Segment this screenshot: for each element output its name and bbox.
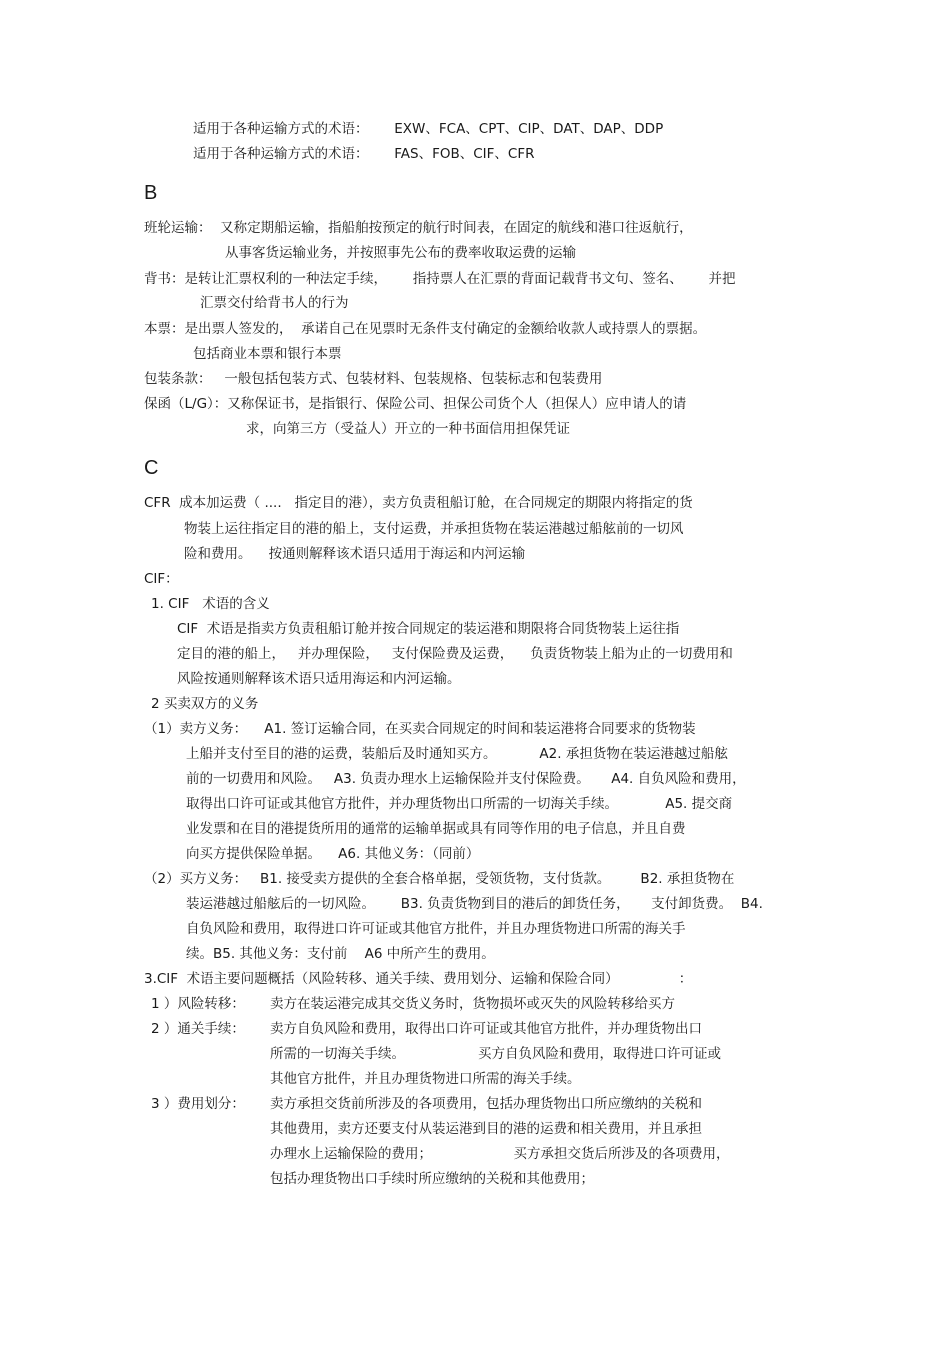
buyer-line-2: 装运港越过船舷后的一切风险。 B3. 负责货物到目的港后的卸货任务， 支付卸货费。 B4. [186,896,763,912]
cost-line-4: 包括办理货物出口手续时所应缴纳的关税和其他费用； [270,1171,594,1187]
seller-line-3: 前的一切费用和风险。 A3. 负责办理水上运输保险并支付保险费。 A4. 自负风险和费用， [186,771,746,787]
risk-label: 1 ）风险转移： [151,996,245,1012]
seller-line-1: （1）卖方义务： A1. 签订运输合同，在买卖合同规定的时间和装运港将合同要求的货物装 [144,721,696,737]
cost-label: 3 ）费用划分： [151,1096,245,1112]
cost-line-3: 办理水上运输保险的费用； 买方承担交货后所涉及的各项费用， [270,1146,730,1162]
cfr-line-2: 物装上运往指定目的港的船上，支付运费，并承担货物在装运港越过船舷前的一切风 [184,521,684,537]
cif-3-title: 3.CIF 术语主要问题概括（风险转移、通关手续、费用划分、运输和保险合同） ： [144,971,693,987]
buyer-line-1: （2）买方义务： B1. 接受卖方提供的全套合格单据，受领货物，支付货款。 B2. 承担货物在 [144,871,735,887]
cfr-line-1: CFR 成本加运费（ .... 指定目的港），卖方负责租船订舱，在合同规定的期限内将指定的货 [144,495,693,511]
section-heading-c: C [144,457,159,479]
seller-line-2: 上船并支付至目的港的运费，装船后及时通知买方。 A2. 承担货物在装运港越过船舷 [186,746,728,762]
guarantee-line-2: 求，向第三方（受益人）开立的一种书面信用担保凭证 [246,421,570,437]
buyer-line-4: 续。B5. 其他义务：支付前 A6 中所产生的费用。 [186,946,495,962]
customs-line-1: 卖方自负风险和费用，取得出口许可证或其他官方批件，并办理货物出口 [270,1021,702,1037]
cost-line-2: 其他费用，卖方还要支付从装运港到目的港的运费和相关费用，并且承担 [270,1121,702,1137]
note-line-1: 本票：是出票人签发的， 承诺自己在见票时无条件支付确定的金额给收款人或持票人的票据。 [144,321,707,337]
note-line-2: 包括商业本票和银行本票 [193,346,342,362]
cif-2-title: 2 买卖双方的义务 [151,696,259,712]
customs-line-2: 所需的一切海关手续。 买方自负风险和费用，取得进口许可证或 [270,1046,721,1062]
guarantee-line-1: 保函（L/G）：又称保证书，是指银行、保险公司、担保公司货个人（担保人）应申请人的请 [144,396,687,412]
packing-line: 包装条款： 一般包括包装方式、包装材料、包装规格、包装标志和包装费用 [144,371,603,387]
intro-line-2: 适用于各种运输方式的术语： FAS、FOB、CIF、CFR [193,146,535,162]
seller-line-5: 业发票和在目的港提货所用的通常的运输单据或具有同等作用的电子信息，并且自费 [186,821,686,837]
customs-label: 2 ）通关手续： [151,1021,245,1037]
seller-line-6: 向买方提供保险单据。 A6. 其他义务：（同前） [186,846,480,862]
cif-1-line-3: 风险按通则解释该术语只适用海运和内河运输。 [177,671,461,687]
intro-line-1: 适用于各种运输方式的术语： EXW、FCA、CPT、CIP、DAT、DAP、DDP [193,121,664,137]
liner-line-1: 班轮运输： 又称定期船运输，指船舶按预定的航行时间表，在固定的航线和港口往返航行， [144,220,693,236]
cif-1-line-1: CIF 术语是指卖方负责租船订舱并按合同规定的装运港和期限将合同货物装上运往指 [177,621,680,637]
liner-line-2: 从事客货运输业务，并按照事先公布的费率收取运费的运输 [225,245,576,261]
endorse-line-2: 汇票交付给背书人的行为 [200,295,349,311]
cfr-line-3: 险和费用。 按通则解释该术语只适用于海运和内河运输 [184,546,526,562]
cost-line-1: 卖方承担交货前所涉及的各项费用，包括办理货物出口所应缴纳的关税和 [270,1096,702,1112]
cif-1-line-2: 定目的港的船上， 并办理保险， 支付保险费及运费， 负责货物装上船为止的一切费用和 [177,646,733,662]
cif-label: CIF： [144,571,179,587]
risk-text: 卖方在装运港完成其交货义务时，货物损坏或灭失的风险转移给买方 [270,996,675,1012]
buyer-line-3: 自负风险和费用，取得进口许可证或其他官方批件，并且办理货物进口所需的海关手 [186,921,686,937]
customs-line-3: 其他官方批件，并且办理货物进口所需的海关手续。 [270,1071,581,1087]
endorse-line-1: 背书：是转让汇票权利的一种法定手续， 指持票人在汇票的背面记载背书文句、签名、 并把 [144,271,736,287]
seller-line-4: 取得出口许可证或其他官方批件，并办理货物出口所需的一切海关手续。 A5. 提交商 [186,796,733,812]
section-heading-b: B [144,182,158,204]
cif-1-title: 1. CIF 术语的含义 [151,596,270,612]
